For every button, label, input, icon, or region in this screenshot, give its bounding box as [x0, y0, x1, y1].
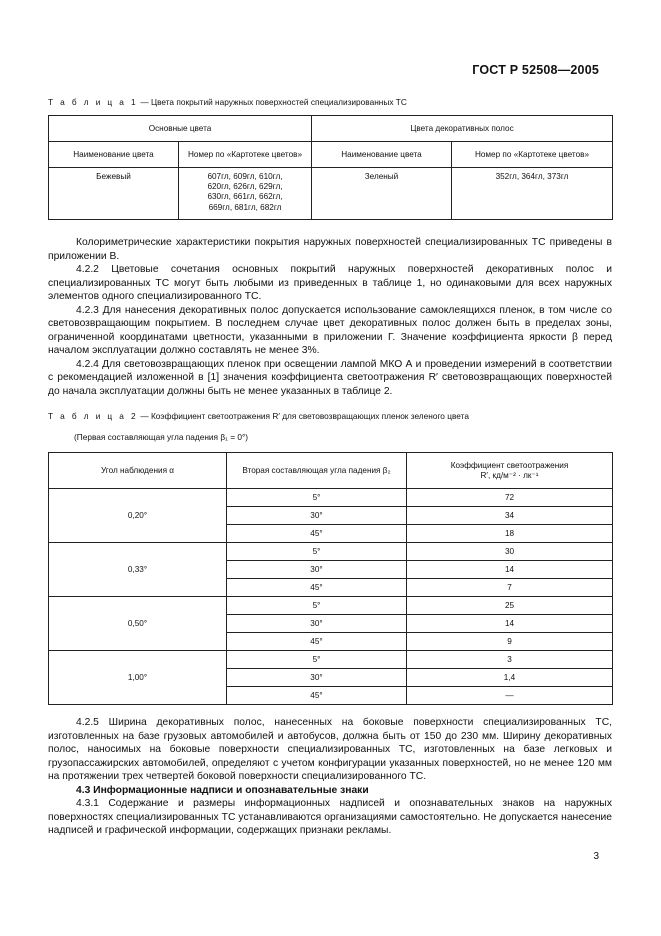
incidence-angle-cell: 5°: [227, 543, 407, 561]
incidence-angle-cell: 45°: [227, 687, 407, 705]
table2-caption: [48, 411, 469, 421]
table-row: [49, 651, 613, 669]
reflection-value-cell: 72: [407, 489, 613, 507]
header-decor-colors: Цвета декоративных полос: [312, 116, 613, 142]
section-heading: 4.3 Информационные надписи и опознавательные знаки: [76, 784, 369, 796]
incidence-angle-cell: 45°: [227, 633, 407, 651]
incidence-angle-cell: 5°: [227, 489, 407, 507]
incidence-angle-cell: 30°: [227, 561, 407, 579]
incidence-angle-cell: 5°: [227, 651, 407, 669]
header-reflection-coefficient: [407, 453, 613, 489]
paragraph: 4.2.3 Для нанесения декоративных полос допускается использование самоклеящихся пленок, в том числе со световозвращающим покрытием. В последнем случае цвет декоративных полос должен быть в пределах зоны, ограниченной координатами цветности, указанными в приложении Г. Значение коэффициента яркости β перед началом эксплуатации должно составлять не менее 3%.: [48, 304, 612, 356]
reflection-value-cell: 30: [407, 543, 613, 561]
table-row: [49, 543, 613, 561]
reflection-value-cell: 14: [407, 561, 613, 579]
incidence-angle-cell: 30°: [227, 669, 407, 687]
reflection-table: [48, 452, 613, 705]
paragraph: 4.2.2 Цветовые сочетания основных покрытий наружных поверхностей декоративных полос и специализированных ТС могут быть любыми из приведенных в таблице 1, но одинаковыми для всех наружных элементов одного специализированного ТС.: [48, 264, 612, 302]
reflection-value-cell: 25: [407, 597, 613, 615]
table1-caption-label: Т а б л и ц а 1: [48, 97, 139, 107]
header-incidence-angle: Вторая составляющая угла падения β₂: [227, 453, 407, 489]
reflection-value-cell: 9: [407, 633, 613, 651]
decor-color-numbers: 352гл, 364гл, 373гл: [452, 168, 613, 220]
header-coef-line: R′, кд/м⁻² · лк⁻¹: [480, 471, 539, 480]
table2-caption-label: Т а б л и ц а 2: [48, 411, 139, 421]
observation-angle-cell: 1,00°: [49, 651, 227, 705]
incidence-angle-cell: 5°: [227, 597, 407, 615]
table2-caption-text: — Коэффициент светоотражения R′ для световозвращающих пленок зеленого цвета: [138, 411, 469, 421]
basic-color-numbers-line: 669гл, 681гл, 682гл: [208, 202, 282, 212]
incidence-angle-cell: 30°: [227, 507, 407, 525]
page-number: 3: [593, 851, 599, 862]
header-color-number-1: Номер по «Картотеке цветов»: [179, 142, 312, 168]
header-color-name-2: Наименование цвета: [312, 142, 452, 168]
reflection-value-cell: 14: [407, 615, 613, 633]
observation-angle-cell: 0,20°: [49, 489, 227, 543]
reflection-value-cell: 3: [407, 651, 613, 669]
paragraph: Колориметрические характеристики покрытия наружных поверхностей специализированных ТС приведены в приложении В.: [48, 237, 612, 262]
body-text-section-a: [48, 236, 612, 398]
header-color-name-1: Наименование цвета: [49, 142, 179, 168]
reflection-value-cell: 7: [407, 579, 613, 597]
paragraph: 4.2.4 Для световозвращающих пленок при освещении лампой МКО А и проведении измерений в соответствии с рекомендацией изложенной в [1] значения коэффициента светоотражения R′ световозвращающих поверхностей до начала эксплуатации должны быть не менее указанных в таблице 2.: [48, 358, 612, 397]
observation-angle-cell: 0,50°: [49, 597, 227, 651]
incidence-angle-cell: 30°: [227, 615, 407, 633]
body-text-section-b: [48, 716, 612, 838]
colors-table: [48, 115, 613, 220]
reflection-value-cell: 18: [407, 525, 613, 543]
table1-caption: [48, 97, 407, 107]
reflection-value-cell: 1,4: [407, 669, 613, 687]
table1-caption-text: — Цвета покрытий наружных поверхностей специализированных ТС: [138, 97, 407, 107]
basic-color-name: Бежевый: [49, 168, 179, 220]
header-color-number-2: Номер по «Картотеке цветов»: [452, 142, 613, 168]
observation-angle-cell: 0,33°: [49, 543, 227, 597]
table-row: [49, 597, 613, 615]
table2-subcaption: (Первая составляющая угла падения β₁ = 0°): [74, 432, 249, 442]
header-observation-angle: Угол наблюдения α: [49, 453, 227, 489]
document-header: ГОСТ Р 52508—2005: [472, 63, 599, 77]
header-coef-line: Коэффициент светоотражения: [450, 461, 569, 470]
reflection-value-cell: —: [407, 687, 613, 705]
decor-color-name: Зеленый: [312, 168, 452, 220]
basic-color-numbers-line: 607гл, 609гл, 610гл,: [207, 172, 283, 181]
basic-color-numbers: [179, 168, 312, 220]
header-basic-colors: Основные цвета: [49, 116, 312, 142]
incidence-angle-cell: 45°: [227, 579, 407, 597]
incidence-angle-cell: 45°: [227, 525, 407, 543]
basic-color-numbers-line: 630гл, 661гл, 662гл,: [207, 192, 283, 202]
table-row: [49, 489, 613, 507]
basic-color-numbers-line: 620гл, 626гл, 629гл,: [207, 182, 283, 192]
paragraph: 4.2.5 Ширина декоративных полос, нанесенных на боковые поверхности специализированных ТС, изготовленных на базе грузовых автомобилей и автобусов, должна быть от 150 до 230 мм. Ширину декоративных полос, наносимых на боковые поверхности специализированных ТС, изготовленных на базе легковых и грузопассажирских автомобилей, определяют с учетом конфигурации указанных поверхностей, но не менее 120 мм на протяжении трех четвертей боковой поверхности специализированного ТС.: [48, 717, 612, 782]
reflection-value-cell: 34: [407, 507, 613, 525]
paragraph: 4.3.1 Содержание и размеры информационных надписей и опознавательных знаков на наружных поверхностях специализированных ТС устанавливаются организациями самостоятельно. Не допускается нанесение надписей и графической информации, содержащих признаки рекламы.: [48, 798, 612, 836]
